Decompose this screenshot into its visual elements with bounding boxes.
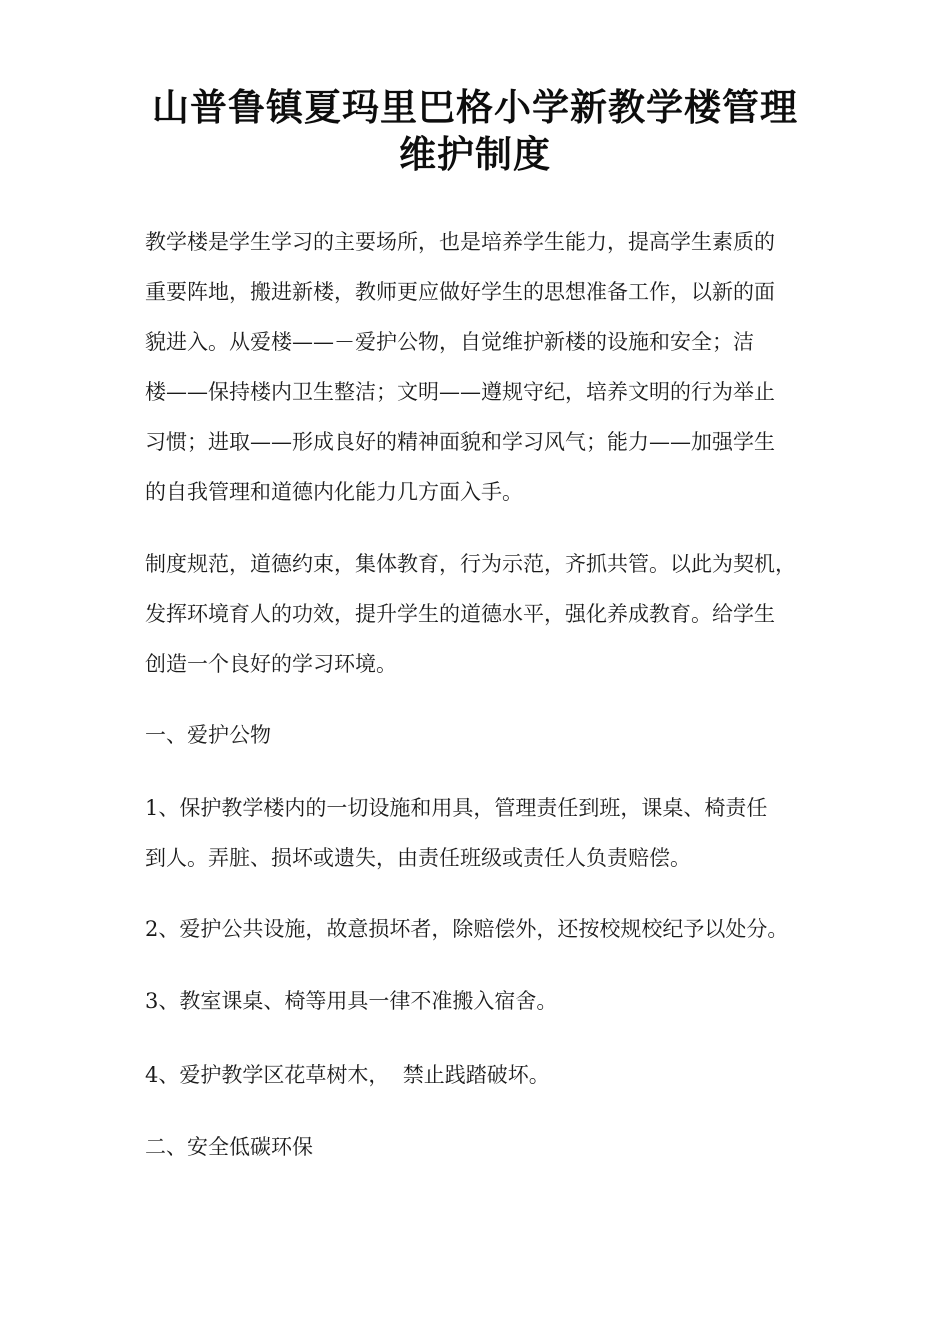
item-4: 4、爱护教学区花草树木， 禁止践踏破坏。 bbox=[145, 1063, 550, 1087]
principle-paragraph bbox=[145, 539, 821, 689]
intro-line: 的自我管理和道德内化能力几方面入手。 bbox=[145, 480, 523, 504]
intro-line: 习惯；进取——形成良好的精神面貌和学习风气；能力——加强学生 bbox=[145, 430, 775, 454]
item-1-line: 到人。弄脏、损坏或遗失，由责任班级或责任人负责赔偿。 bbox=[145, 846, 691, 870]
item-1 bbox=[145, 783, 821, 883]
principle-line: 制度规范，道德约束，集体教育，行为示范，齐抓共管。以此为契机， bbox=[145, 552, 796, 576]
section-heading-2: 二、安全低碳环保 bbox=[145, 1135, 313, 1159]
intro-line: 貌进入。从爱楼——－爱护公物，自觉维护新楼的设施和安全；洁 bbox=[145, 330, 754, 354]
intro-line: 楼——保持楼内卫生整洁；文明——遵规守纪，培养文明的行为举止 bbox=[145, 380, 775, 404]
principle-line: 创造一个良好的学习环境。 bbox=[145, 652, 397, 676]
intro-line: 教学楼是学生学习的主要场所，也是培养学生能力，提高学生素质的 bbox=[145, 230, 775, 254]
item-2: 2、爱护公共设施，故意损坏者，除赔偿外，还按校规校纪予以处分。 bbox=[145, 917, 789, 941]
title-line-2: 维护制度 bbox=[399, 133, 551, 176]
principle-line: 发挥环境育人的功效，提升学生的道德水平，强化养成教育。给学生 bbox=[145, 602, 775, 626]
intro-line: 重要阵地，搬进新楼，教师更应做好学生的思想准备工作，以新的面 bbox=[145, 280, 775, 304]
section-heading-1: 一、爱护公物 bbox=[145, 723, 271, 747]
item-1-line: 1、保护教学楼内的一切设施和用具，管理责任到班，课桌、椅责任 bbox=[145, 796, 768, 820]
document-title bbox=[100, 84, 850, 178]
intro-paragraph bbox=[145, 217, 821, 517]
item-3: 3、教室课桌、椅等用具一律不准搬入宿舍。 bbox=[145, 989, 558, 1013]
title-line-1: 山普鲁镇夏玛里巴格小学新教学楼管理 bbox=[152, 86, 798, 129]
